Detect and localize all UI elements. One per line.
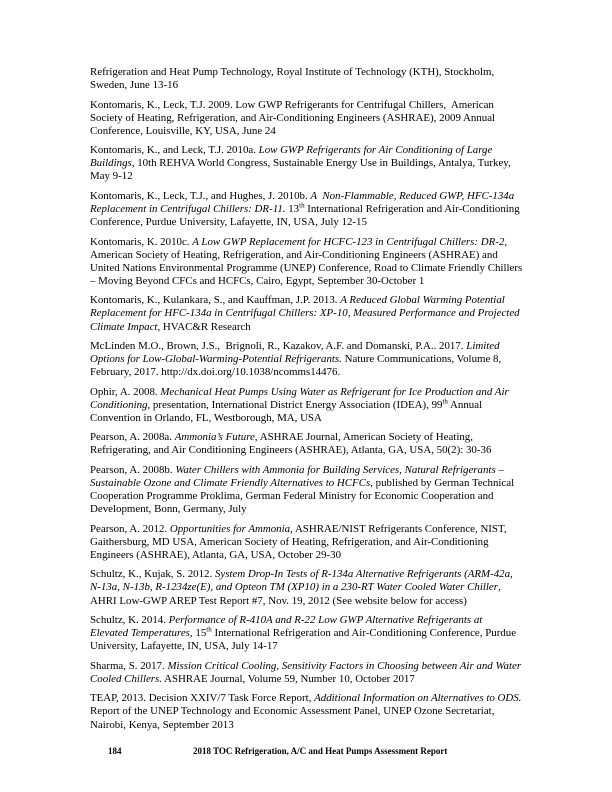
reference-entry — [90, 431, 523, 457]
reference-text: Kontomaris, K. 2010c. — [90, 235, 193, 248]
reference-entry — [90, 294, 523, 333]
reference-text: Kontomaris, K., and Leck, T.J. 2010a. — [90, 144, 259, 157]
reference-text: Kontomaris, K., Leck, T.J. 2009. Low GWP Refrigerants for Centrifugal Chillers, American Society of Heating, Refrigeration, and Air-Conditioning Engineers (ASHRAE), 2009 Annual Conference, Louisville, KY, USA, June 24 — [90, 98, 498, 137]
reference-entry — [90, 568, 523, 607]
reference-text: , 15 — [189, 627, 207, 640]
reference-text: Ophir, A. 2008. — [90, 385, 161, 398]
reference-text: Pearson, A. 2008a. — [90, 431, 175, 444]
reference-entry — [90, 660, 523, 686]
reference-text: , AHRI Low-GWP AREP Test Report #7, Nov. 19, 2012 (See website below for access) — [90, 581, 503, 607]
reference-text: , ASHRAE/NIST Refrigerants Conference, NIST, Gaithersburg, MD USA, American Society of Heating, Refrigeration, and Air-Conditioning Engineers (ASHRAE), Atlanta, GA, USA, October 29-30 — [90, 522, 510, 561]
reference-text: TEAP, 2013. Decision XXIV/7 Task Force Report, — [90, 692, 315, 705]
reference-text: Report of the UNEP Technology and Economic Assessment Panel, UNEP Ozone Secretariat, Nairobi, Kenya, September 2013 — [90, 692, 525, 731]
reference-text: McLinden M.O., Brown, J.S., Brignoli, R., Kazakov, A.F. and Domanski, P.A.. 2017. — [90, 340, 467, 353]
reference-title-italic: System Drop-In Tests of R-134a Alternative Refrigerants (ARM-42a, N-13a, N-13b, R-1234ze(E), and Opteon TM (XP10) in a 230-RT Water Cooled Water Chiller — [90, 568, 516, 594]
reference-title-italic: A Low GWP Replacement for HCFC-123 in Centrifugal Chillers: DR-2 — [192, 235, 505, 248]
reference-text: , ASHRAE Journal, American Society of Heating, Refrigerating, and Air Conditioning Engineers (ASHRAE), Atlanta, GA, USA, 50(2): 30-36 — [90, 431, 492, 457]
reference-text: International Refrigeration and Air-Conditioning Conference, Purdue University, Lafayette, IN, USA, July 12-15 — [90, 203, 523, 229]
reference-title-italic: Additional Information on Alternatives to ODS. — [314, 692, 522, 705]
reference-text: Sharma, S. 2017. — [90, 659, 168, 672]
footer-report-title: 2018 TOC Refrigeration, A/C and Heat Pumps Assessment Report — [193, 746, 448, 756]
reference-entry — [90, 614, 523, 653]
reference-entry — [90, 692, 523, 731]
reference-entry — [90, 236, 523, 288]
reference-text: , published by German Technical Cooperation Programme Proklima, German Federal Ministry for Economic Cooperation and Development, Bonn, Germany, July — [90, 477, 517, 516]
reference-entry — [90, 144, 523, 183]
reference-text: ASHRAE Journal, Volume 59, Number 10, October 2017 — [162, 672, 415, 685]
reference-text: Kontomaris, K., Kulankara, S., and Kauffman, J.P. 2013. — [90, 294, 341, 307]
reference-title-italic: Performance of R-410A and R-22 Low GWP Alternative Refrigerants at Elevated Temperatures — [90, 614, 486, 640]
reference-entry — [90, 464, 523, 516]
reference-entry — [90, 523, 523, 562]
reference-text: Pearson, A. 2008b. — [90, 463, 176, 476]
reference-text: , American Society of Heating, Refrigeration, and Air-Conditioning Engineers (ASHRAE) and United Nations Environmental Programme (UNEP) Conference, Road to Climate Friendly Chillers – Moving Beyond CFCs and HCFCs, Cairo, Egypt, September 30-October 1 — [90, 235, 525, 287]
reference-title-italic: A Non-Flammable, Reduced GWP, HFC-134a Replacement in Centrifugal Chillers: DR-11. — [90, 189, 517, 216]
page-number: 184 — [108, 746, 122, 756]
reference-text: Schultz, K. 2014. — [90, 614, 169, 627]
ordinal-superscript: th — [442, 397, 448, 406]
reference-title-italic: Mission Critical Cooling, Sensitivity Factors in Choosing between Air and Water Cooled Chillers. — [90, 659, 524, 685]
reference-entry — [90, 66, 523, 92]
reference-text: Nature Communications, Volume 8, February, 2017. http://dx.doi.org/10.1038/ncomms14476. — [90, 353, 504, 379]
reference-title-italic: Opportunities for Ammonia — [169, 522, 291, 535]
reference-entry — [90, 190, 523, 229]
reference-title-italic: Mechanical Heat Pumps Using Water as Refrigerant for Ice Production and Air Conditioning — [90, 385, 512, 411]
reference-title-italic: Low GWP Refrigerants for Air Conditioning of Large Buildings — [90, 144, 496, 170]
reference-entry — [90, 386, 523, 425]
reference-text: 13 — [285, 203, 300, 216]
references-list — [90, 66, 523, 738]
reference-text: , 10th REHVA World Congress, Sustainable Energy Use in Buildings, Antalya, Turkey, May 9-12 — [90, 157, 514, 183]
reference-text: , presentation, International District Energy Association (IDEA), 99 — [147, 398, 443, 411]
reference-text: International Refrigeration and Air-Conditioning Conference, Purdue University, Lafayette, IN, USA, July 14-17 — [90, 627, 519, 653]
ordinal-superscript: th — [206, 625, 212, 634]
reference-title-italic: A Reduced Global Warming Potential Replacement for HFC-134a in Centrifugal Chillers: XP-10, Measured Performance and Projected Climate Impact — [90, 294, 523, 333]
reference-entry — [90, 340, 523, 379]
reference-text: Kontomaris, K., Leck, T.J., and Hughes, J. 2010b. — [90, 189, 311, 202]
reference-text: Schultz, K., Kujak, S. 2012. — [90, 568, 215, 581]
reference-title-italic: Limited Options for Low-Global-Warming-Potential Refrigerants. — [90, 340, 503, 366]
reference-text: Pearson, A. 2012. — [90, 522, 170, 535]
reference-text: Annual Convention in Orlando, FL, Westborough, MA, USA — [90, 398, 485, 424]
reference-entry — [90, 99, 523, 138]
reference-title-italic: Water Chillers with Ammonia for Building Services, Natural Refrigerants – Sustainable Ozone and Climate Friendly Alternatives to HCFCs — [90, 463, 507, 490]
ordinal-superscript: th — [299, 201, 305, 210]
reference-text: Refrigeration and Heat Pump Technology, Royal Institute of Technology (KTH), Stockholm, Sweden, June 13-16 — [90, 66, 497, 92]
reference-title-italic: Ammonia’s Future — [174, 431, 255, 444]
reference-text: , HVAC&R Research — [157, 320, 251, 333]
